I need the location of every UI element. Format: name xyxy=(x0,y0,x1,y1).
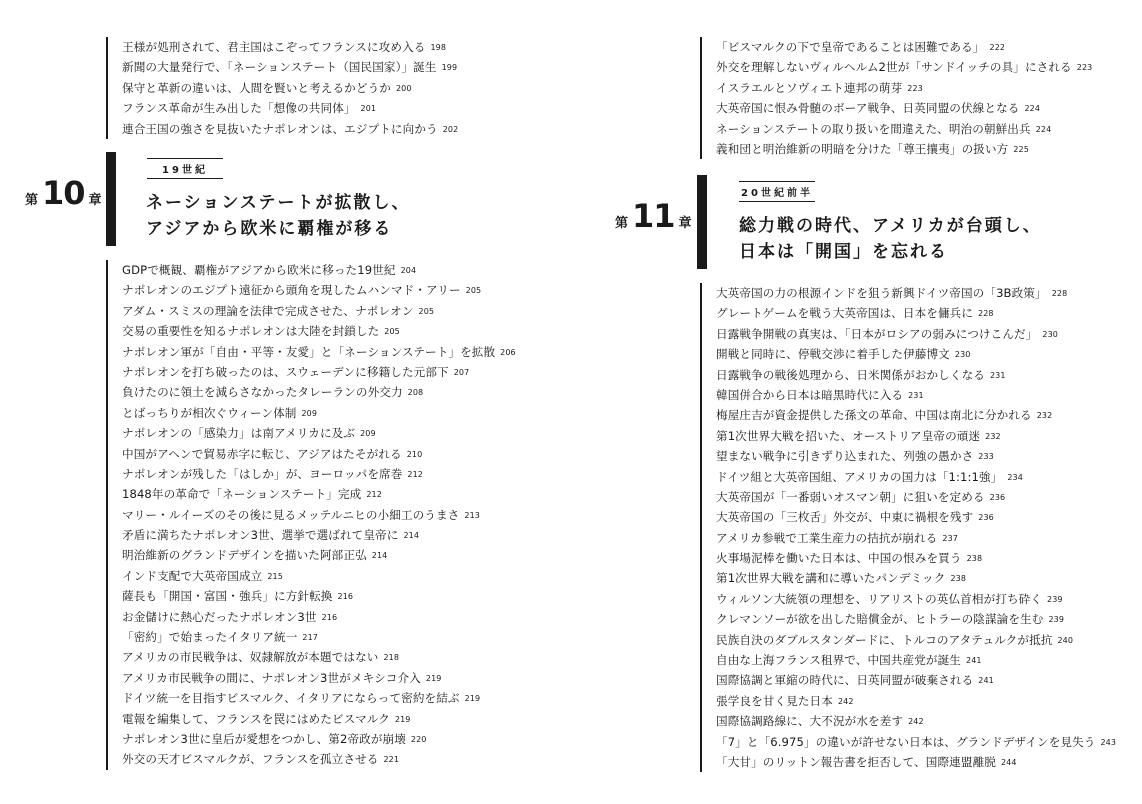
toc-entry xyxy=(122,342,516,362)
toc-entry-title: 明治維新のグランドデザインを描いた阿部正弘 xyxy=(122,548,367,563)
toc-entry-title: ナポレオンのエジプト遠征から頭角を現したムハンマド・アリー xyxy=(122,283,461,298)
left-page xyxy=(0,0,560,804)
toc-entry xyxy=(716,691,1116,711)
toc-entry xyxy=(716,426,1116,446)
chapter-number-value: 10 xyxy=(42,174,85,212)
toc-entry-page-number: 242 xyxy=(908,717,924,727)
chapter-title xyxy=(146,190,410,242)
chapter-title-line-1: ネーションステートが拡散し、 xyxy=(146,193,411,213)
toc-entry xyxy=(716,78,1092,98)
toc-entry xyxy=(122,321,516,341)
toc-entry-page-number: 202 xyxy=(442,124,459,134)
toc-entry-page-number: 212 xyxy=(366,490,382,500)
toc-entry-page-number: 214 xyxy=(371,551,388,561)
toc-entry xyxy=(716,548,1116,568)
toc-entry xyxy=(716,57,1092,77)
toc-entry-title: フランス革命が生み出した「想像の共同体」 xyxy=(122,101,356,116)
toc-entry-title: ウィルソン大統領の理想を、リアリストの英仏首相が打ち砕く xyxy=(716,591,1043,606)
toc-entry-title: 新聞の大量発行で、「ネーションステート（国民国家）」誕生 xyxy=(122,60,437,75)
toc-entry xyxy=(716,405,1116,425)
toc-entry-title: 大英帝国の「三枚舌」外交が、中東に禍根を残す xyxy=(716,510,974,525)
toc-entry-title: 「密約」で始まったイタリア統一 xyxy=(122,630,298,645)
toc-entry xyxy=(716,589,1116,609)
toc-entry-page-number: 232 xyxy=(985,431,1001,441)
toc-entry xyxy=(122,37,458,57)
toc-entry xyxy=(716,324,1116,344)
toc-entry xyxy=(122,709,516,729)
chapter-title-line-2: 日本は「開国」を忘れる xyxy=(739,242,948,262)
toc-entry-page-number: 239 xyxy=(1048,615,1065,625)
toc-entry-title: 負けたのに領土を減らさなかったタレーランの外交力 xyxy=(122,385,403,400)
toc-entry-title: 火事場泥棒を働いた日本は、中国の恨みを買う xyxy=(716,551,962,566)
toc-entry-page-number: 200 xyxy=(395,83,412,93)
toc-entry-page-number: 210 xyxy=(406,449,423,459)
toc-entry xyxy=(122,586,516,606)
toc-entry-title: 自由な上海フランス租界で、中国共産党が誕生 xyxy=(716,653,961,668)
toc-entry-page-number: 222 xyxy=(989,43,1006,52)
toc-entry-page-number: 206 xyxy=(500,347,516,357)
toc-entry-page-number: 219 xyxy=(394,714,411,724)
toc-entry-title: 第1次世界大戦を招いた、オーストリア皇帝の頑迷 xyxy=(716,428,981,443)
toc-entry xyxy=(716,630,1116,650)
toc-entry-title: 韓国併合から日本は暗黒時代に入る xyxy=(716,387,904,402)
toc-entry-title: 日露戦争の戦後処理から、日米関係がおかしくなる xyxy=(716,367,985,382)
toc-entry-page-number: 228 xyxy=(1051,289,1068,298)
toc-entry-title: 中国がアヘンで貿易赤字に転じ、アジアはたそがれる xyxy=(122,446,402,461)
toc-entry-title: お金儲けに熱心だったナポレオン3世 xyxy=(122,609,317,624)
toc-entry xyxy=(122,607,516,627)
chapter-suffix: 章 xyxy=(88,193,102,208)
toc-entry-title: 大英帝国の力の根源インドを狙う新興ドイツ帝国の「3B政策」 xyxy=(716,286,1047,300)
toc-entry-page-number: 242 xyxy=(837,696,854,706)
chapter-11-header xyxy=(571,175,1142,269)
toc-entry-page-number: 244 xyxy=(1000,757,1017,767)
toc-entry-title: ナポレオン軍が「自由・平等・友愛」と「ネーションステート」を拡散 xyxy=(122,344,496,359)
toc-entry-title: 民族自決のダブルスタンダードに、トルコのアタテュルクが抵抗 xyxy=(716,632,1053,647)
toc-entry-page-number: 225 xyxy=(1013,144,1029,154)
toc-entry xyxy=(122,668,516,688)
toc-entry-title: 「ビスマルクの下で皇帝であることは困難である」 xyxy=(716,40,985,54)
toc-entry xyxy=(716,711,1116,731)
toc-entry xyxy=(716,609,1116,629)
toc-entry-title: アメリカ市民戦争の間に、ナポレオン3世がメキシコ介入 xyxy=(122,670,421,685)
toc-entry-page-number: 215 xyxy=(267,571,283,581)
toc-entry-page-number: 236 xyxy=(989,492,1006,502)
toc-entry xyxy=(716,650,1116,670)
toc-entry-page-number: 231 xyxy=(989,370,1006,380)
chapter-divider-bar xyxy=(106,152,116,246)
toc-entry-page-number: 231 xyxy=(908,390,924,400)
toc-entry-title: 国際協調路線に、大不況が水を差す xyxy=(716,714,904,729)
toc-entry-title: 連合王国の強さを見抜いたナポレオンは、エジプトに向かう xyxy=(122,121,438,136)
toc-entry xyxy=(716,507,1116,527)
toc-entry-title: 保守と革新の違いは、人間を賢いと考えるかどうか xyxy=(122,80,391,95)
toc-entry-page-number: 240 xyxy=(1057,635,1074,645)
toc-entry-page-number: 205 xyxy=(384,327,400,337)
toc-entry xyxy=(122,484,516,504)
toc-entry-page-number: 230 xyxy=(1042,329,1058,339)
toc-entry-title: ナポレオン3世に皇后が愛想をつかし、第2帝政が崩壊 xyxy=(122,731,406,746)
toc-entry-page-number: 216 xyxy=(321,612,338,622)
toc-entry-title: 開戦と同時に、停戦交渉に着手した伊藤博文 xyxy=(716,347,950,362)
toc-entry xyxy=(716,37,1092,57)
toc-entry-page-number: 207 xyxy=(453,367,470,377)
toc-entry-title: ナポレオンが残した「はしか」が、ヨーロッパを席巻 xyxy=(122,466,403,481)
toc-entry-page-number: 236 xyxy=(978,513,994,523)
toc-entry-title: 梅屋庄吉が資金提供した孫文の革命、中国は南北に分かれる xyxy=(716,408,1032,423)
toc-entry-title: 外交の天才ビスマルクが、フランスを孤立させる xyxy=(122,752,379,767)
toc-entry-page-number: 201 xyxy=(360,104,377,114)
chapter-number-value: 11 xyxy=(632,197,675,235)
toc-entry-page-number: 230 xyxy=(954,350,971,360)
toc-list-chapter-11 xyxy=(700,283,1116,772)
toc-entry-page-number: 241 xyxy=(978,676,994,686)
chapter-title-line-1: 総力戦の時代、アメリカが台頭し、 xyxy=(739,216,1042,236)
toc-entry xyxy=(716,467,1116,487)
toc-entry-page-number: 209 xyxy=(360,429,376,439)
toc-entry xyxy=(122,98,458,118)
toc-entry-title: とばっちりが相次ぐウィーン体制 xyxy=(122,405,297,420)
toc-entry-page-number: 212 xyxy=(407,469,423,479)
chapter-era-label: 19世紀 xyxy=(147,158,223,179)
toc-entry-title: アダム・スミスの理論を法律で完成させた、ナポレオン xyxy=(122,303,414,318)
toc-entry xyxy=(716,119,1092,139)
toc-entry-title: ナポレオンを打ち破ったのは、スウェーデンに移籍した元部下 xyxy=(122,364,449,379)
toc-entry-title: 第1次世界大戦を講和に導いたパンデミック xyxy=(716,571,946,586)
chapter-number xyxy=(25,174,102,212)
toc-entry xyxy=(716,670,1116,690)
toc-entry xyxy=(122,57,458,77)
toc-entry xyxy=(716,752,1116,772)
toc-entry-page-number: 233 xyxy=(978,452,994,462)
toc-entry-page-number: 228 xyxy=(978,309,994,319)
toc-entry xyxy=(122,260,516,280)
toc-entry-page-number: 216 xyxy=(337,592,354,602)
toc-entry-title: 日露戦争開戦の真実は、「日本がロシアの弱みにつけこんだ」 xyxy=(716,326,1038,341)
toc-entry-title: アメリカ参戦で工業生産力の拮抗が崩れる xyxy=(716,530,938,545)
toc-entry-page-number: 243 xyxy=(1100,737,1117,747)
toc-entry-title: 国際協調と軍縮の時代に、日英同盟が破棄される xyxy=(716,673,974,688)
toc-entry xyxy=(122,525,516,545)
toc-entry-title: イスラエルとソヴィエト連邦の萌芽 xyxy=(716,80,903,95)
toc-entry-page-number: 224 xyxy=(1035,124,1052,134)
toc-entry xyxy=(716,344,1116,364)
toc-entry xyxy=(122,464,516,484)
toc-entry xyxy=(716,365,1116,385)
toc-entry-title: マリー・ルイーズのその後に見るメッテルニヒの小細工のうまさ xyxy=(122,507,460,522)
toc-entry xyxy=(122,749,516,769)
toc-entry-page-number: 214 xyxy=(403,531,420,541)
toc-entry xyxy=(716,303,1116,323)
toc-entry-title: ドイツ組と大英帝国組、アメリカの国力は「1:1:1強」 xyxy=(716,469,1003,484)
chapter-divider-bar xyxy=(697,175,707,269)
toc-entry xyxy=(716,98,1092,118)
chapter-number xyxy=(615,197,692,235)
right-page xyxy=(571,0,1142,804)
chapter-era-label: 20世紀前半 xyxy=(739,181,815,202)
chapter-title xyxy=(739,213,1042,265)
toc-list-chapter-9-continued xyxy=(106,37,458,139)
toc-entry xyxy=(122,444,516,464)
toc-entry-page-number: 241 xyxy=(966,656,982,666)
toc-entry-title: 望まない戦争に引きずり込まれた、列強の愚かさ xyxy=(716,449,974,464)
toc-entry-title: クレマンソーが欲を出した賠償金が、ヒトラーの陰謀論を生む xyxy=(716,612,1044,627)
toc-entry xyxy=(122,647,516,667)
toc-entry-page-number: 198 xyxy=(430,43,447,52)
toc-entry xyxy=(716,385,1116,405)
toc-entry xyxy=(122,688,516,708)
toc-entry-title: 交易の重要性を知るナポレオンは大陸を封鎖した xyxy=(122,324,380,339)
toc-entry-page-number: 223 xyxy=(907,83,923,93)
toc-entry xyxy=(122,119,458,139)
toc-entry xyxy=(122,627,516,647)
toc-entry-title: グレートゲームを戦う大英帝国は、日本を傭兵に xyxy=(716,306,974,321)
toc-entry-page-number: 199 xyxy=(441,63,458,73)
toc-entry xyxy=(122,729,516,749)
toc-entry xyxy=(716,487,1116,507)
toc-entry-page-number: 239 xyxy=(1047,594,1063,604)
toc-entry-page-number: 217 xyxy=(302,633,318,643)
chapter-suffix: 章 xyxy=(678,216,692,231)
toc-entry-title: 矛盾に満ちたナポレオン3世、選挙で選ばれて皇帝に xyxy=(122,528,399,543)
toc-entry-page-number: 221 xyxy=(383,755,400,765)
toc-entry-page-number: 238 xyxy=(950,574,967,584)
toc-entry-page-number: 219 xyxy=(425,673,442,683)
toc-entry xyxy=(716,283,1116,303)
toc-entry-title: GDPで概観、覇権がアジアから欧米に移った19世紀 xyxy=(122,263,396,277)
toc-entry-page-number: 232 xyxy=(1036,411,1053,421)
toc-entry xyxy=(122,382,516,402)
chapter-prefix: 第 xyxy=(25,193,39,208)
chapter-title-line-2: アジアから欧米に覇権が移る xyxy=(146,219,393,239)
toc-list-chapter-10-continued xyxy=(700,37,1092,159)
toc-entry xyxy=(122,505,516,525)
toc-entry xyxy=(122,362,516,382)
toc-entry xyxy=(716,568,1116,588)
toc-entry-title: 王様が処刑されて、君主国はこぞってフランスに攻め入る xyxy=(122,40,426,54)
toc-entry-title: 「大甘」のリットン報告書を拒否して、国際連盟離脱 xyxy=(716,754,996,769)
toc-entry-page-number: 224 xyxy=(1024,104,1041,114)
toc-entry-title: 「7」と「6.975」の違いが許せない日本は、グランドデザインを見失う xyxy=(716,734,1096,749)
toc-entry-title: 義和団と明治維新の明暗を分けた「尊王攘夷」の扱い方 xyxy=(716,141,1009,156)
toc-entry-title: ネーションステートの取り扱いを間違えた、明治の朝鮮出兵 xyxy=(716,121,1031,136)
chapter-prefix: 第 xyxy=(615,216,629,231)
toc-entry-title: アメリカの市民戦争は、奴隷解放が本題ではない xyxy=(122,650,379,665)
toc-entry-page-number: 234 xyxy=(1007,472,1023,482)
toc-entry-title: インド支配で大英帝国成立 xyxy=(122,568,263,583)
toc-entry-page-number: 205 xyxy=(418,306,435,316)
toc-list-chapter-10 xyxy=(106,260,516,770)
toc-entry xyxy=(122,403,516,423)
toc-entry-title: ドイツ統一を目指すビスマルク、イタリアにならって密約を結ぶ xyxy=(122,691,460,706)
toc-entry-title: 電報を編集して、フランスを罠にはめたビスマルク xyxy=(122,711,390,726)
toc-entry xyxy=(716,446,1116,466)
toc-entry-page-number: 237 xyxy=(942,533,958,543)
toc-entry xyxy=(122,78,458,98)
toc-entry-title: 大英帝国に恨み骨髄のボーア戦争、日英同盟の伏線となる xyxy=(716,101,1020,116)
toc-entry-page-number: 238 xyxy=(966,554,983,564)
toc-entry xyxy=(122,545,516,565)
chapter-10-header xyxy=(0,152,560,246)
toc-entry-title: 1848年の革命で「ネーションステート」完成 xyxy=(122,487,362,502)
toc-entry-title: 大英帝国が「一番弱いオスマン朝」に狙いを定める xyxy=(716,489,985,504)
toc-entry xyxy=(122,280,516,300)
toc-entry-page-number: 219 xyxy=(464,694,481,704)
toc-entry-page-number: 205 xyxy=(465,286,482,296)
toc-entry xyxy=(716,528,1116,548)
toc-entry-page-number: 220 xyxy=(410,734,427,744)
toc-entry-title: 張学良を甘く見た日本 xyxy=(716,693,833,708)
toc-entry-title: ナポレオンの「感染力」は南アメリカに及ぶ xyxy=(122,426,356,441)
toc-entry-page-number: 213 xyxy=(464,510,480,520)
toc-entry-page-number: 209 xyxy=(301,408,318,418)
toc-entry-title: 薩長も「開国・富国・強兵」に方針転換 xyxy=(122,589,333,604)
toc-entry xyxy=(716,139,1092,159)
toc-entry-page-number: 208 xyxy=(407,388,424,398)
toc-entry-page-number: 223 xyxy=(1076,63,1093,73)
toc-entry-page-number: 204 xyxy=(400,266,417,275)
toc-entry xyxy=(716,732,1116,752)
toc-entry xyxy=(122,423,516,443)
toc-entry xyxy=(122,566,516,586)
toc-entry xyxy=(122,301,516,321)
toc-entry-page-number: 218 xyxy=(383,653,400,663)
toc-entry-title: 外交を理解しないヴィルヘルム2世が「サンドイッチの具」にされる xyxy=(716,60,1072,75)
